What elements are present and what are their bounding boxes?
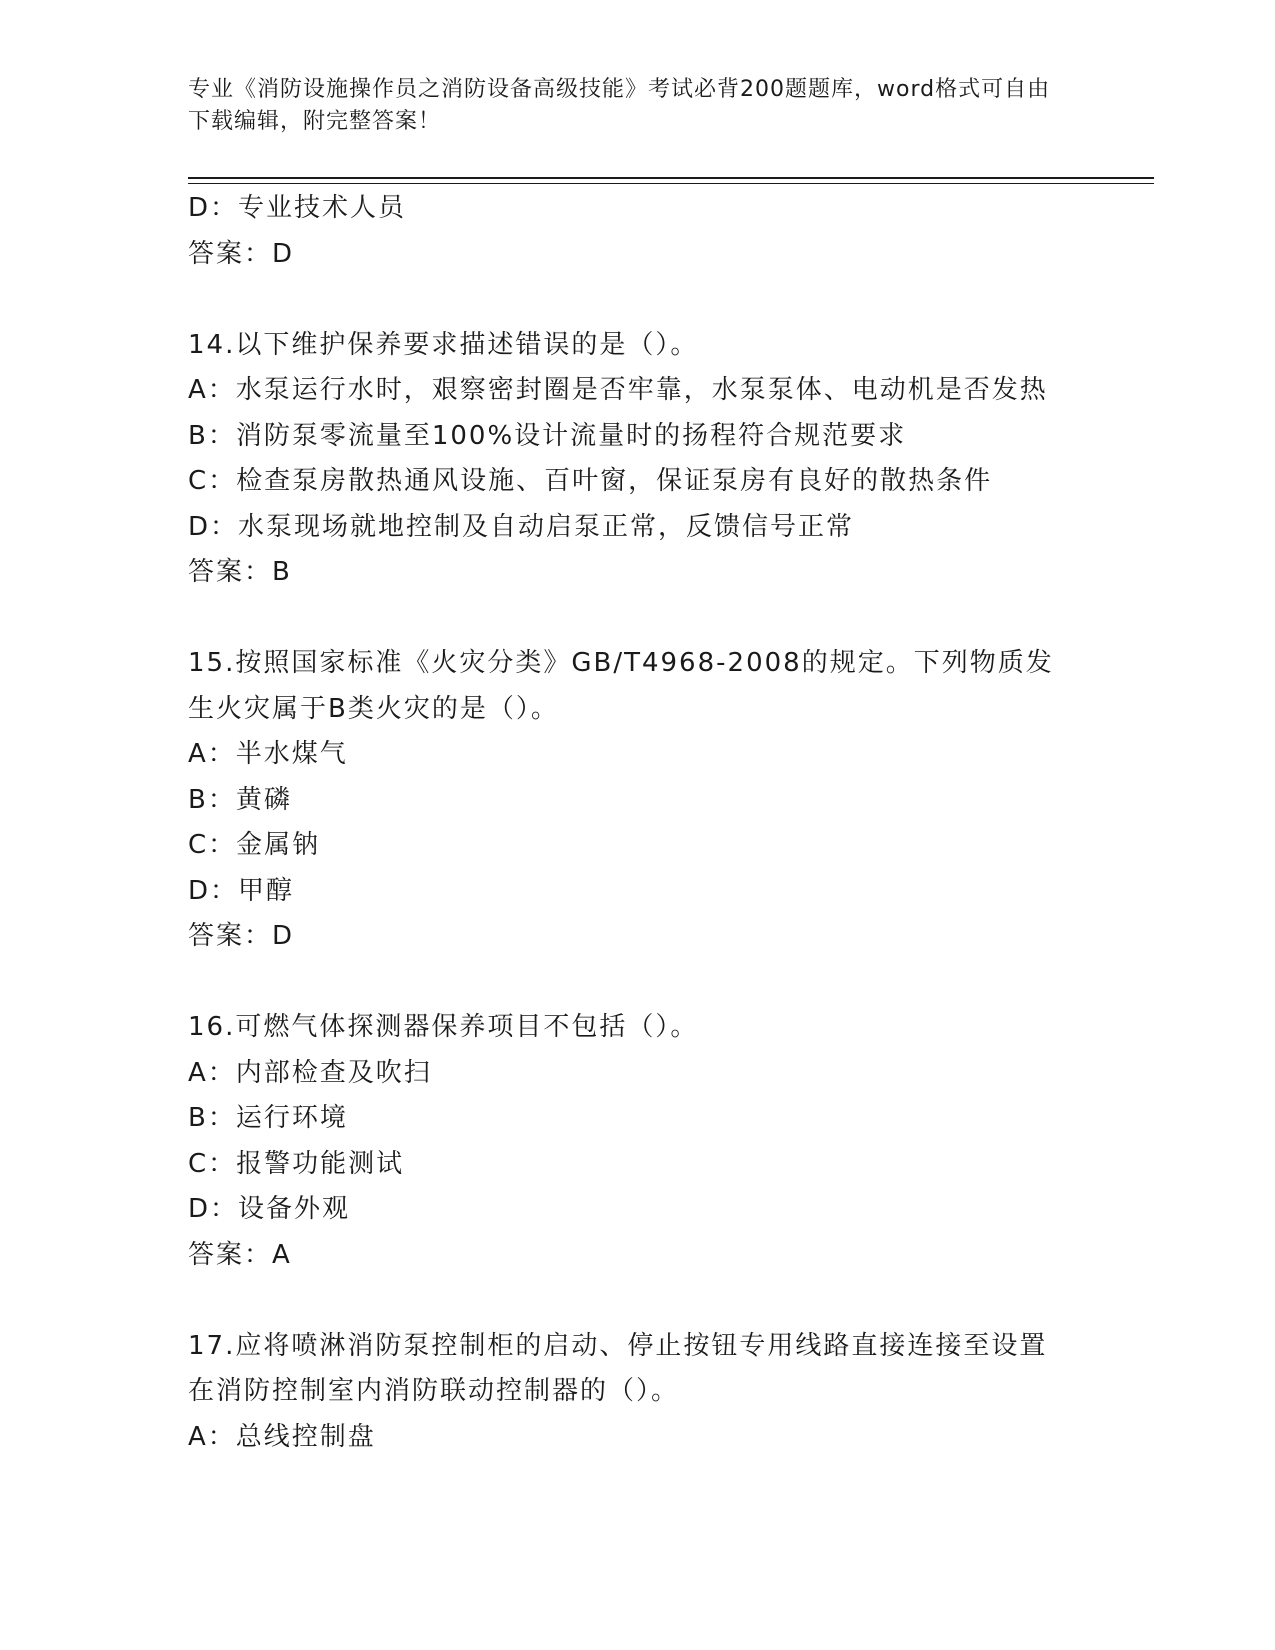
- question-15-stem: 15.按照国家标准《火灾分类》GB/T4968-2008的规定。下列物质发生火灾属于B类火灾的是（）。: [188, 648, 1054, 724]
- question-15-option-b: B：黄磷: [188, 784, 292, 815]
- question-16-option-d: D：设备外观: [188, 1194, 351, 1224]
- question-14-option-b: B：消防泵零流量至100%设计流量时的扬程符合规范要求: [188, 420, 907, 451]
- question-15-option-c: C：金属钠: [188, 830, 321, 860]
- question-14-stem: 14.以下维护保养要求描述错误的是（）。: [188, 329, 699, 360]
- question-16-option-b: B：运行环境: [188, 1103, 348, 1133]
- question-14-option-d: D：水泵现场就地控制及自动启泵正常，反馈信号正常: [188, 511, 855, 542]
- question-15-option-a: A：半水煤气: [188, 739, 348, 769]
- header-rule-thick: [188, 177, 1154, 179]
- question-14-option-a: A：水泵运行水时，艰察密封圈是否牢靠，水泵泵体、电动机是否发热: [188, 375, 1048, 405]
- question-16-answer: 答案：A: [188, 1239, 292, 1270]
- question-16-option-a: A：内部检查及吹扫: [188, 1057, 432, 1088]
- question-17-option-a: A：总线控制盘: [188, 1421, 376, 1452]
- question-17-stem: 17.应将喷淋消防泵控制柜的启动、停止按钮专用线路直接连接至设置在消防控制室内消防联动控制器的（）。: [188, 1330, 1048, 1406]
- question-16-option-c: C：报警功能测试: [188, 1148, 405, 1179]
- document-header: 专业《消防设施操作员之消防设备高级技能》考试必背200题题库，word格式可自由下载编辑，附完整答案！: [188, 77, 1051, 134]
- question-15-option-d: D：甲醇: [188, 875, 295, 906]
- question-content: [188, 186, 1148, 1460]
- question-14-option-c: C：检查泵房散热通风设施、百叶窗，保证泵房有良好的散热条件: [188, 466, 993, 496]
- question-15-answer: 答案：D: [188, 921, 295, 951]
- answer-previous: 答案：D: [188, 238, 295, 269]
- header-rule-thin: [188, 183, 1154, 184]
- question-16-stem: 16.可燃气体探测器保养项目不包括（）。: [188, 1012, 699, 1042]
- question-14-answer: 答案：B: [188, 557, 292, 587]
- option-d-previous: D：专业技术人员: [188, 193, 407, 223]
